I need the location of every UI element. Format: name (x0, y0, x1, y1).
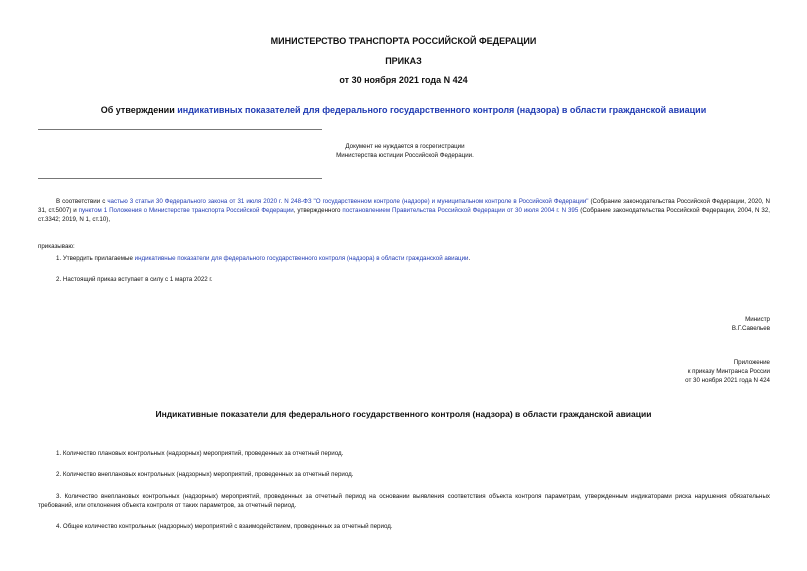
divider-bottom (38, 178, 322, 179)
regulation-point1-link[interactable]: пунктом 1 Положения о Министерстве транспорта Российской Федерации (78, 207, 294, 214)
order-item-1-suffix: . (468, 255, 471, 262)
registration-note-line1: Документ не нуждается в госрегистрации (345, 143, 465, 150)
signature-name: В.Г.Савельев (731, 325, 770, 332)
registration-note-line2: Министерства юстиции Российской Федерации. (336, 152, 474, 159)
preamble-text-1: В соответствии с (56, 198, 108, 205)
government-decree-link[interactable]: постановлением Правительства Российской Федерации от 30 июля 2004 г. N 395 (342, 207, 579, 214)
preamble-text-3: , утвержденного (293, 207, 343, 214)
preamble-paragraph (38, 197, 770, 224)
law-248fz-link[interactable]: частью 3 статьи 30 Федерального закона от 31 июля 2020 г. N 248-ФЗ "О государственном контроле (надзоре) и муниципальном контроле в Российской Федерации" (107, 198, 589, 205)
preamble-text-2: (Собрание законодательства Российской Федерации, 2020, N 31, ст.5007) и (38, 198, 770, 214)
order-title (0, 105, 807, 115)
indicator-item-4: 4. Общее количество контрольных (надзорных) мероприятий с взаимодействием, проведенных за отчетный период. (56, 523, 393, 530)
order-title-prefix: Об утверждении (100, 105, 178, 115)
indicator-item-1: 1. Количество плановых контрольных (надзорных) мероприятий, проведенных за отчетный период. (56, 450, 344, 457)
order-date-number: от 30 ноября 2021 года N 424 (339, 75, 468, 85)
order-item-2: 2. Настоящий приказ вступает в силу с 1 марта 2022 г. (56, 276, 213, 283)
divider-top (38, 129, 322, 130)
registration-note (260, 142, 550, 160)
ministry-heading: МИНИСТЕРСТВО ТРАНСПОРТА РОССИЙСКОЙ ФЕДЕРАЦИИ (270, 36, 537, 46)
appendix-title: Индикативные показатели для федерального государственного контроля (надзора) в области гражданской авиации (155, 409, 652, 419)
indicators-link[interactable]: индикативные показатели для федерального государственного контроля (надзора) в области гражданской авиации (134, 255, 469, 262)
order-item-1 (56, 254, 770, 263)
order-word: приказываю: (38, 243, 75, 250)
appendix-reference: к приказу Минтранса России (687, 368, 770, 375)
signature-position: Министр (745, 316, 770, 323)
signature-block (732, 315, 770, 333)
appendix-header (685, 358, 770, 385)
preamble-text-4: (Собрание законодательства Российской Федерации, 2004, N 32, ст.3342; 2019, N 1, ст.10), (38, 207, 770, 223)
order-item-1-prefix: 1. Утвердить прилагаемые (56, 255, 135, 262)
appendix-label: Приложение (733, 359, 770, 366)
order-type-heading: ПРИКАЗ (385, 56, 422, 66)
indicator-item-3: 3. Количество внеплановых контрольных (надзорных) мероприятий, проведенных за отчетный период на основании выявления соответствия объекта контроля параметрам, утвержденным индикаторами риска нарушения обязательных требований, или отклонения объекта контроля от таких параметров, за отчетный период. (38, 493, 770, 509)
order-title-link[interactable]: индикативных показателей для федерального государственного контроля (надзора) в области гражданской авиации (177, 105, 707, 115)
appendix-date: от 30 ноября 2021 года N 424 (685, 377, 770, 384)
indicator-item-2: 2. Количество внеплановых контрольных (надзорных) мероприятий, проведенных за отчетный период. (56, 471, 354, 478)
